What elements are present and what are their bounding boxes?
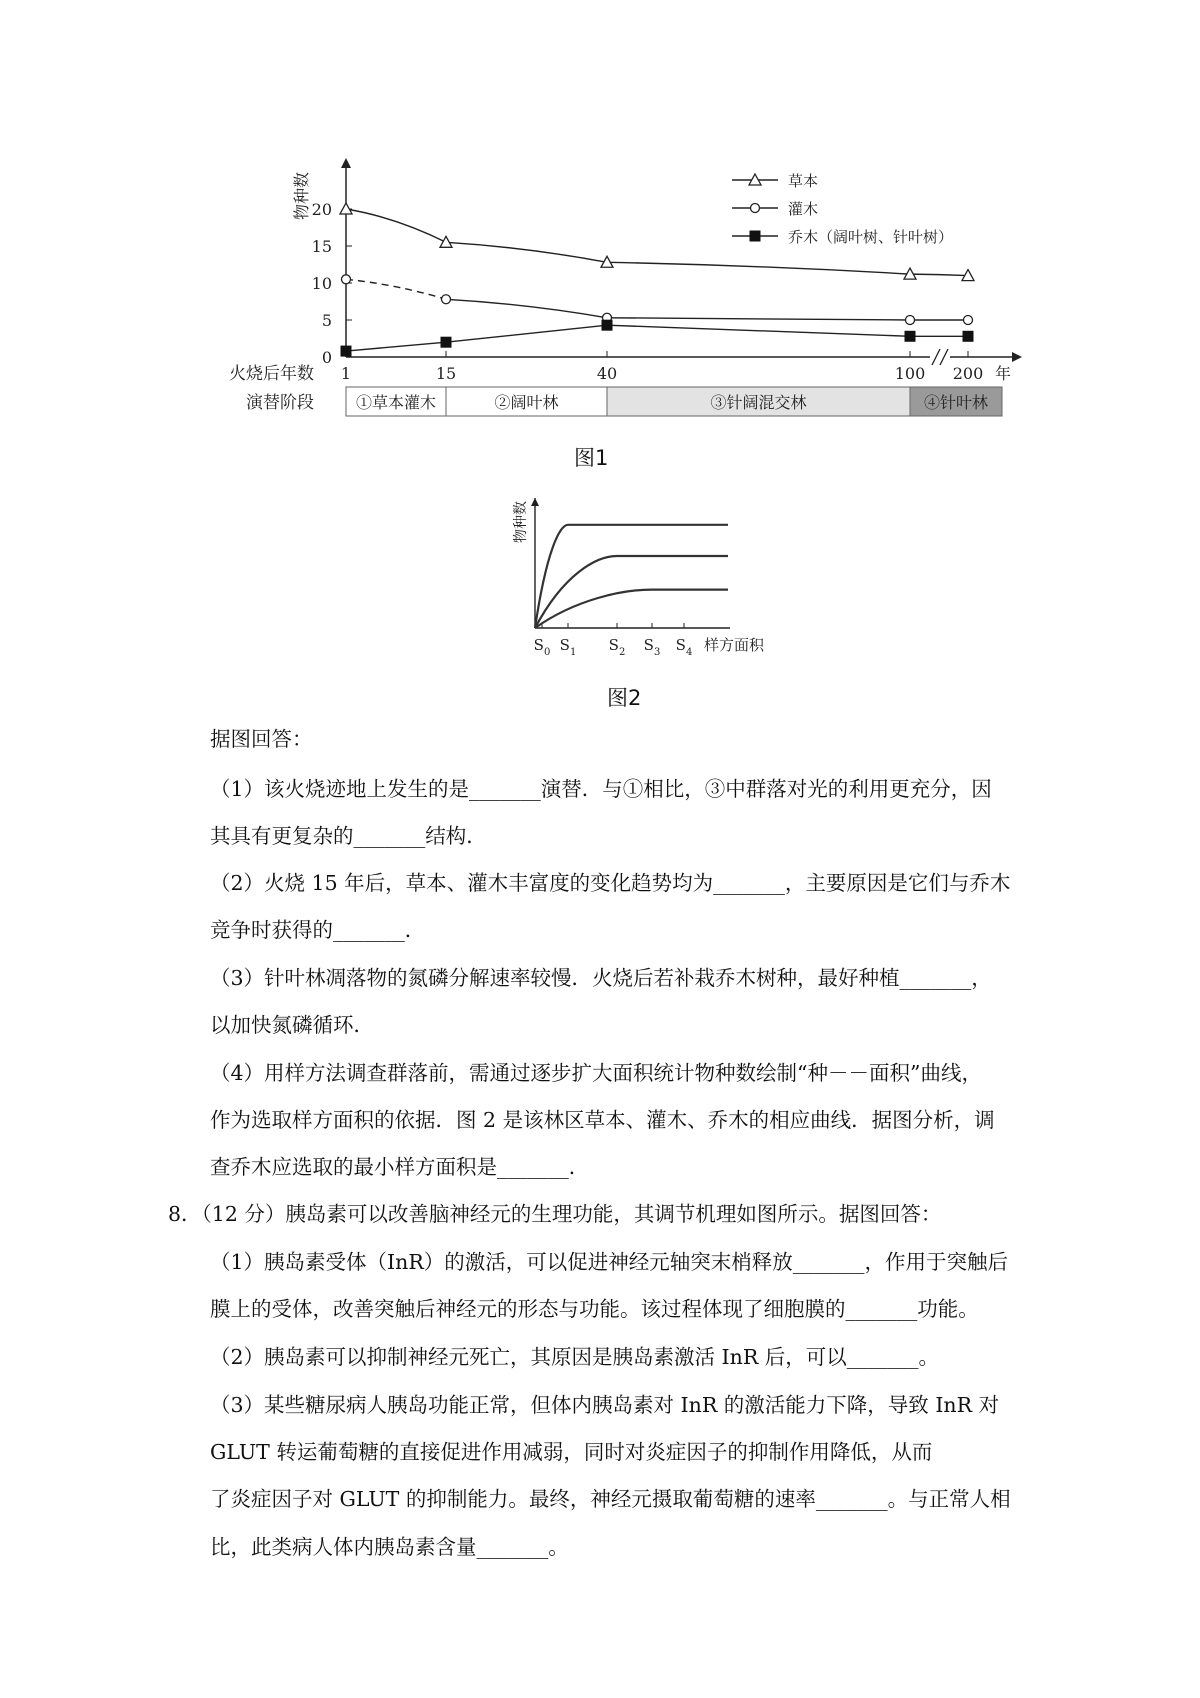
x-axis-unit: 年 xyxy=(994,364,1012,383)
fig2-x-tick-sub: 3 xyxy=(653,647,661,658)
figure-2-series xyxy=(535,525,728,628)
fig2-x-tick-base: S xyxy=(643,636,654,654)
figure-1-caption: 图1 xyxy=(574,446,609,470)
problem-8-q3-line-4: 比，此类病人体内胰岛素含量_______。 xyxy=(210,1535,569,1559)
fig2-x-tick-base: S xyxy=(675,636,686,654)
problem-8-q1-line-1: （1）胰岛素受体（InR）的激活，可以促进神经元轴突末梢释放_______，作用于突触后 xyxy=(210,1250,1009,1274)
fig2-x-tick-label xyxy=(534,636,551,658)
question-1-line-2: 其具有更复杂的_______结构． xyxy=(210,824,487,848)
fig2-x-tick-label xyxy=(644,636,661,658)
fig2-x-tick-base: S xyxy=(559,636,570,654)
problem-8-stem: 8．（12 分）胰岛素可以改善脑神经元的生理功能，其调节机理如图所示。据图回答： xyxy=(168,1202,942,1226)
legend-label-3: 乔木（阔叶树、针叶树） xyxy=(788,228,954,246)
question-4-line-1: （4）用样方法调查群落前，需通过逐步扩大面积统计物种数绘制“种－－面积”曲线， xyxy=(210,1061,983,1085)
stage-label-4: ④针叶林 xyxy=(923,393,989,412)
x-axis-label: 火烧后年数 xyxy=(229,364,314,384)
stage-label-2: ②阔叶林 xyxy=(494,393,559,412)
question-2-line-2: 竞争时获得的_______． xyxy=(210,918,426,942)
fig2-x-tick-label xyxy=(676,636,693,658)
problem-8-q3-line-1: （3）某些糖尿病人胰岛功能正常，但体内胰岛素对 InR 的激活能力下降，导致 InR 对 xyxy=(210,1393,1000,1417)
fig2-curve-3 xyxy=(535,590,728,628)
y-tick-label: 20 xyxy=(311,200,332,219)
question-4-line-2: 作为选取样方面积的依据．图 2 是该林区草本、灌木、乔木的相应曲线．据图分析，调 xyxy=(210,1108,995,1132)
fig2-x-tick-label xyxy=(609,636,626,658)
fig2-x-tick-label xyxy=(560,636,577,658)
intro-text: 据图回答： xyxy=(210,727,313,751)
y-axis-label: 物种数 xyxy=(292,171,311,221)
x-tick-label: 1 xyxy=(340,364,352,383)
question-2-line-1: （2）火烧 15 年后，草本、灌木丰富度的变化趋势均为_______，主要原因是它们与乔木 xyxy=(210,871,1011,895)
fig2-y-axis-label: 物种数 xyxy=(513,501,529,543)
x-tick-label: 200 xyxy=(952,364,984,383)
x-tick-label: 100 xyxy=(894,364,926,383)
y-tick-label: 5 xyxy=(321,311,332,330)
y-tick-label: 0 xyxy=(321,348,332,367)
fig2-x-tick-sub: 4 xyxy=(685,647,693,658)
fig2-x-tick-sub: 2 xyxy=(618,647,626,658)
x-tick-label: 15 xyxy=(435,364,457,383)
x-tick-label: 40 xyxy=(596,364,618,383)
question-3-line-2: 以加快氮磷循环． xyxy=(210,1013,374,1037)
problem-8-q3-line-3: 了炎症因子对 GLUT 的抑制能力。最终，神经元摄取葡萄糖的速率_______。与正常人相 xyxy=(210,1487,1011,1511)
legend-label-1: 草本 xyxy=(788,172,819,190)
fig2-x-tick-base: S xyxy=(533,636,544,654)
figure-2-chart xyxy=(0,0,1200,680)
question-1-line-1: （1）该火烧迹地上发生的是_______演替．与①相比，③中群落对光的利用更充分，因 xyxy=(210,777,992,801)
fig2-x-tick-base: S xyxy=(608,636,619,654)
fig2-x-tick-sub: 0 xyxy=(543,647,551,658)
y-tick-label: 10 xyxy=(311,274,332,293)
problem-8-q3-line-2: GLUT 转运葡萄糖的直接促进作用减弱，同时对炎症因子的抑制作用降低，从而 xyxy=(210,1440,933,1464)
problem-8-q1-line-2: 膜上的受体，改善突触后神经元的形态与功能。该过程体现了细胞膜的_______功能。 xyxy=(210,1297,979,1321)
problem-8-q2-line-1: （2）胰岛素可以抑制神经元死亡，其原因是胰岛素激活 InR 后，可以_______。 xyxy=(210,1345,940,1369)
stage-label-3: ③针阔混交林 xyxy=(710,393,807,412)
fig2-x-tick-sub: 1 xyxy=(569,647,577,658)
figure-2-caption: 图2 xyxy=(607,686,642,710)
stage-label-1: ①草本灌木 xyxy=(355,393,437,412)
fig2-y-axis-arrow xyxy=(531,498,539,506)
stage-row-label: 演替阶段 xyxy=(246,393,314,413)
question-3-line-1: （3）针叶林凋落物的氮磷分解速率较慢．火烧后若补栽乔木树种，最好种植_______， xyxy=(210,966,992,990)
fig2-x-axis-label: 样方面积 xyxy=(704,636,765,654)
legend-label-2: 灌木 xyxy=(788,200,819,218)
question-4-line-3: 查乔木应选取的最小样方面积是_______． xyxy=(210,1155,590,1179)
fig2-curve-1 xyxy=(535,525,728,628)
y-tick-label: 15 xyxy=(311,237,332,256)
figure-2-axes xyxy=(512,498,765,658)
